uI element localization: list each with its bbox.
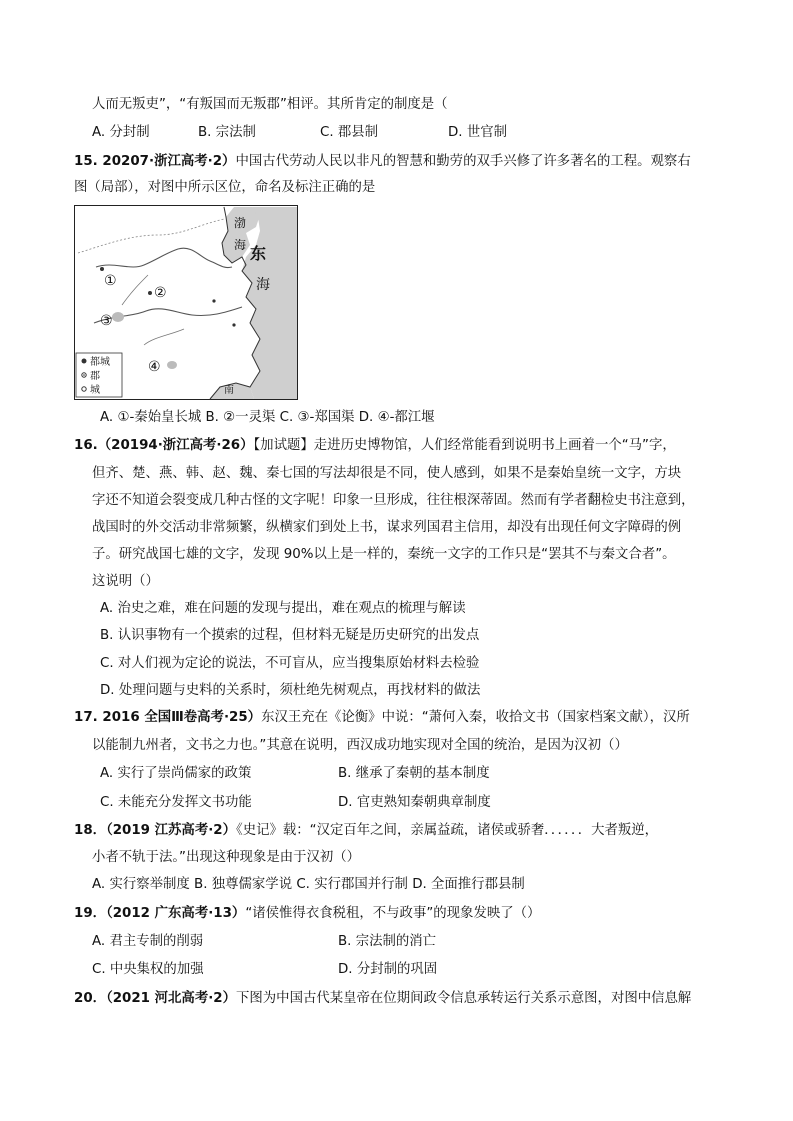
bohai-label-2: 海 [234,238,247,252]
marker-4: ④ [148,359,161,375]
q19-option-d: D. 分封制的巩固 [338,962,438,977]
city-dot [148,291,152,295]
q16-option-b: B. 认识事物有一个摸索的过程，但材料无疑是历史研究的出发点 [100,628,480,643]
q18-source: ．（2019 江苏高考·2） [92,823,237,838]
q20-line1 [74,990,691,1008]
q19-line1 [74,905,540,923]
q18-number: 18 [74,823,93,838]
q17-option-a: A. 实行了崇尚儒家的政策 [100,766,252,781]
q14-option-b: B. 宗法制 [198,125,256,140]
q19-number: 19 [74,906,93,921]
legend-capital-icon [82,359,87,364]
q15-options: A. ①-秦始皇长城 B. ②一灵渠 C. ③-郑国渠 D. ④-都江堰 [100,410,435,425]
q20-number: 20 [74,991,93,1006]
q16-line5: 子。研究战国七雄的文字，发现 90%以上是一样的，秦统一文字的工作只是“罢其不与秦文合者”。 [92,547,676,562]
q20-stem: 下图为中国古代某皇帝在位期间政令信息承转运行关系示意图，对图中信息解 [236,991,692,1006]
q16-line4: 战国时的外交活动非常频繁，纵横家们到处上书，谋求列国君主信用，却没有出现任何文字障碍的例 [92,520,682,535]
q16-line2: 但齐、楚、燕、韩、赵、魏、秦七国的写法却很是不同，使人感到，如果不是秦始皇统一文字，方块 [92,466,682,481]
q16-line3: 字还不知道会裂变成几种古怪的文字呢！印象一旦形成，往往根深蒂固。然而有学者翻检史书注意到， [92,493,695,508]
legend-city: 城 [90,385,100,396]
city-dot [100,267,104,271]
q18-stem: 《史记》载：“汉定百年之间，亲属益疏，诸侯或骄奢．．．．．．大者叛逆， [236,823,659,838]
city-dot [232,323,235,326]
q14-tail-line: 人而无叛吏”，“有叛国而无叛郡”相评。其所肯定的制度是（ [92,97,448,112]
bohai-label-1: 渤 [234,216,247,230]
q17-option-c: C. 未能充分发挥文书功能 [100,795,252,810]
q18-line2: 小者不轨于法。”出现这种现象是由于汉初（） [92,850,361,865]
q17-option-d: D. 官吏熟知秦朝典章制度 [338,795,491,810]
ancient-china-map [74,205,298,400]
q16-line1 [74,437,676,455]
q16-source: （20194·浙江高考·26） [97,438,254,453]
q16-option-c: C. 对人们视为定论的说法，不可盲从，应当搜集原始材料去检验 [100,656,480,671]
city-dot [212,299,215,302]
q18-line1 [74,822,658,840]
q14-option-d: D. 世官制 [448,125,507,140]
south-sea-label: 南 [224,385,234,396]
q16-option-a: A. 治史之难，难在问题的发现与提出，难在观点的梳理与解读 [100,601,466,616]
q20-source: ．（2021 河北高考·2） [92,991,237,1006]
q17-option-b: B. 继承了秦朝的基本制度 [338,766,490,781]
legend-capital: 都城 [90,357,110,368]
q19-option-a: A. 君主专制的削弱 [92,934,204,949]
q19-option-c: C. 中央集权的加强 [92,962,204,977]
q17-line1 [74,709,690,727]
q14-option-c: C. 郡县制 [320,125,379,140]
q17-number: 17. [74,710,98,725]
q18-options: A. 实行察举制度 B. 独尊儒家学说 C. 实行郡国并行制 D. 全面推行郡县制 [92,877,525,892]
marker-2: ② [154,285,167,301]
q15-line2: 图（局部），对图中所示区位，命名及标注正确的是 [74,180,376,195]
q17-line2: 以能制九州者，文书之力也。”其意在说明，西汉成功地实现对全国的统治，是因为汉初（） [92,738,628,753]
q16-stem-1: 【加试题】走进历史博物馆，人们经常能看到说明书上画着一个“马”字， [253,438,676,453]
east-sea-label-1: 东 [250,244,267,263]
q15-source: 20207·浙江高考·2） [97,154,236,169]
q19-option-b: B. 宗法制的消亡 [338,934,437,949]
q15-number: 15. [74,154,98,169]
q17-stem: 东汉王充在《论衡》中说：“萧何入秦，收拾文书（国家档案文献），汉所 [261,710,690,725]
q14-option-a: A. 分封制 [92,125,150,140]
q19-source: ．（2012 广东高考·13） [92,906,246,921]
q16-number: 16. [74,438,98,453]
q19-stem: “诸侯惟得衣食税租，不与政事”的现象发映了（） [245,906,541,921]
legend-city-icon [82,387,86,391]
marker-3: ③ [100,313,113,329]
shaded-area-1 [112,312,124,322]
q15-stem: 中国古代劳动人民以非凡的智慧和勤劳的双手兴修了许多著名的工程。观察右 [235,154,691,169]
q16-line6: 这说明（） [92,574,159,589]
east-sea-label-2: 海 [256,277,270,293]
q16-option-d: D. 处理问题与史料的关系时，须杜绝先树观点，再找材料的做法 [100,683,481,698]
legend-commandery: 郡 [90,371,100,382]
shaded-area-2 [167,361,177,369]
q15-line1 [74,153,691,171]
marker-1: ① [104,273,117,289]
q17-source: 2016 全国Ⅲ卷高考·25） [97,710,262,725]
